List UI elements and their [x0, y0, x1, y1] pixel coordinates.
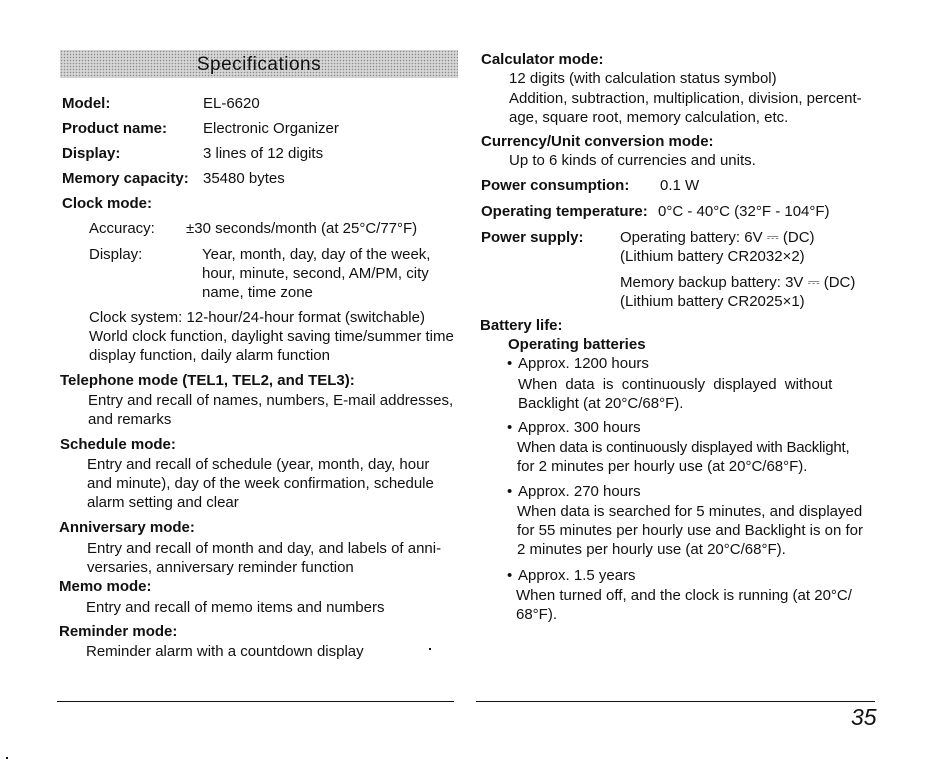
schedule-mode-line: alarm setting and clear [87, 494, 239, 511]
clock-display-label: Display: [89, 246, 143, 263]
memory-capacity-value: 35480 bytes [203, 170, 285, 187]
accuracy-label: Accuracy: [89, 220, 155, 237]
power-supply-label: Power supply: [481, 229, 584, 246]
battery-life-item-line: 2 minutes per hourly use (at 20°C/68°F). [517, 541, 786, 558]
clock-system-line: World clock function, daylight saving time/summer time [89, 328, 454, 345]
schedule-mode-line: and minute), day of the week confirmation, schedule [87, 475, 434, 492]
memo-mode-heading: Memo mode: [59, 578, 152, 595]
power-supply-line: (Lithium battery CR2032×2) [620, 248, 805, 265]
battery-life-item-line: for 55 minutes per hourly use and Backlight is on for [517, 522, 864, 539]
display-label: Display: [62, 145, 121, 162]
telephone-mode-heading: Telephone mode (TEL1, TEL2, and TEL3): [60, 372, 355, 389]
battery-life-item-head: Approx. 300 hours [518, 419, 641, 436]
model-value: EL-6620 [203, 95, 260, 112]
schedule-mode-heading: Schedule mode: [60, 436, 176, 453]
operating-temperature-value: 0°C - 40°C (32°F - 104°F) [658, 203, 830, 220]
currency-mode-heading: Currency/Unit conversion mode: [481, 133, 714, 150]
power-supply-line: Operating battery: 6V ⎓ (DC) [620, 229, 815, 246]
battery-life-item-line: 68°F). [516, 606, 558, 623]
section-title: Specifications [196, 54, 322, 75]
bullet: • [507, 419, 513, 436]
bullet: • [507, 355, 513, 372]
display-value: 3 lines of 12 digits [203, 145, 324, 162]
calculator-mode-line: age, square root, memory calculation, etc. [509, 109, 789, 126]
accuracy-value: ±30 seconds/month (at 25°C/77°F) [186, 220, 418, 237]
calculator-mode-line: Addition, subtraction, multiplication, division, percent- [509, 90, 862, 107]
stray-mark [429, 648, 431, 650]
bullet: • [507, 483, 513, 500]
model-label: Model: [62, 95, 111, 112]
page-number: 35 [851, 704, 877, 730]
currency-mode-line: Up to 6 kinds of currencies and units. [509, 152, 756, 169]
product-name-value: Electronic Organizer [203, 120, 339, 137]
battery-life-item-line: Backlight (at 20°C/68°F). [518, 395, 684, 412]
calculator-mode-line: 12 digits (with calculation status symbol) [509, 70, 777, 87]
anniversary-mode-line: versaries, anniversary reminder function [87, 559, 354, 576]
product-name-label: Product name: [62, 120, 168, 137]
battery-life-heading: Battery life: [480, 317, 563, 334]
footer-rule-left [57, 701, 454, 702]
clock-display-line: name, time zone [202, 284, 313, 301]
telephone-mode-line: and remarks [88, 411, 172, 428]
section-banner [60, 50, 458, 78]
clock-system-line: Clock system: 12-hour/24-hour format (switchable) [89, 309, 425, 326]
clock-display-line: Year, month, day, day of the week, [202, 246, 431, 263]
memo-mode-line: Entry and recall of memo items and numbers [86, 599, 385, 616]
reminder-mode-heading: Reminder mode: [59, 623, 178, 640]
stray-mark [6, 757, 8, 759]
battery-life-item-head: Approx. 1200 hours [518, 355, 649, 372]
clock-system-line: display function, daily alarm function [89, 347, 330, 364]
battery-life-item-line: When turned off, and the clock is running (at 20°C/ [516, 587, 852, 604]
backup-battery-line: (Lithium battery CR2025×1) [620, 293, 805, 310]
clock-mode-heading: Clock mode: [62, 195, 153, 212]
operating-temperature-label: Operating temperature: [481, 203, 648, 220]
reminder-mode-line: Reminder alarm with a countdown display [86, 643, 364, 660]
calculator-mode-heading: Calculator mode: [481, 51, 604, 68]
battery-life-item-line: for 2 minutes per hourly use (at 20°C/68°F). [517, 458, 808, 475]
power-consumption-label: Power consumption: [481, 177, 630, 194]
telephone-mode-line: Entry and recall of names, numbers, E-mail addresses, [88, 392, 454, 409]
battery-life-item-line: When data is continuously displayed with Backlight, [517, 439, 850, 456]
footer-rule-right [476, 701, 875, 702]
schedule-mode-line: Entry and recall of schedule (year, month, day, hour [87, 456, 430, 473]
anniversary-mode-line: Entry and recall of month and day, and labels of anni- [87, 540, 442, 557]
battery-life-item-line: When data is searched for 5 minutes, and displayed [517, 503, 863, 520]
battery-life-item-head: Approx. 1.5 years [518, 567, 636, 584]
bullet: • [507, 567, 513, 584]
operating-batteries-heading: Operating batteries [508, 336, 646, 353]
anniversary-mode-heading: Anniversary mode: [59, 519, 195, 536]
backup-battery-line: Memory backup battery: 3V ⎓ (DC) [620, 274, 856, 291]
clock-display-line: hour, minute, second, AM/PM, city [202, 265, 429, 282]
battery-life-item-head: Approx. 270 hours [518, 483, 641, 500]
battery-life-item-line: When data is continuously displayed without [518, 376, 833, 393]
power-consumption-value: 0.1 W [660, 177, 700, 194]
memory-capacity-label: Memory capacity: [62, 170, 189, 187]
